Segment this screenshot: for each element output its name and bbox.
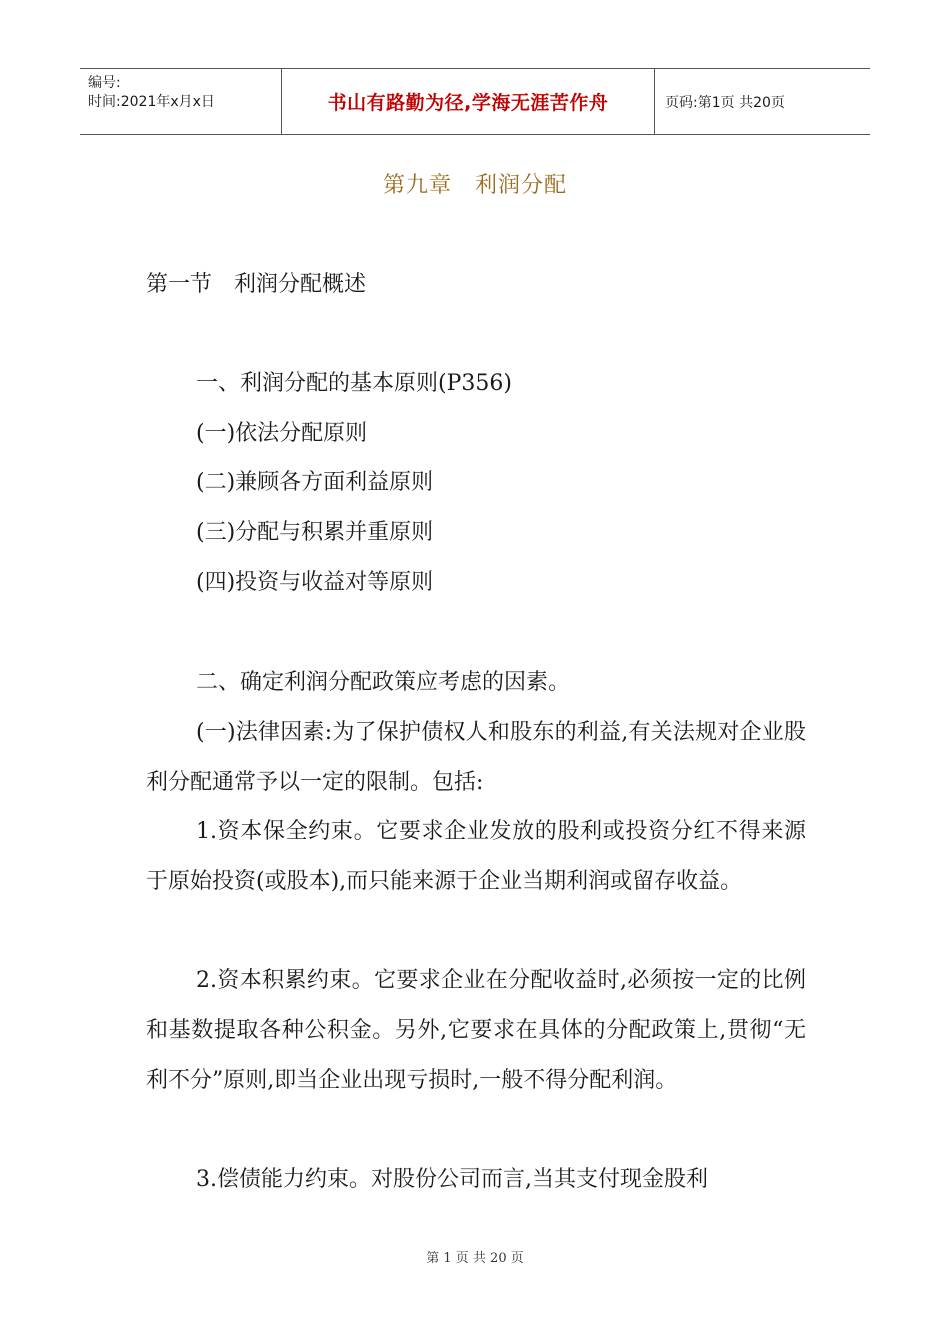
capital-preservation-paragraph: 1.资本保全约束。它要求企业发放的股利或投资分红不得来源于原始投资(或股本),而只能来源于企业当期利润或留存收益。	[146, 819, 806, 894]
part2-heading: 二、确定利润分配政策应考虑的因素。	[196, 670, 571, 695]
solvency-paragraph: 3.偿债能力约束。对股份公司而言,当其支付现金股利	[196, 1167, 708, 1192]
principle-item: (四)投资与收益对等原则	[196, 570, 434, 595]
header-page-code: 页码:第1页 共20页	[665, 94, 785, 111]
page-footer: 第 1 页 共 20 页	[426, 1251, 524, 1266]
principle-item: (三)分配与积累并重原则	[196, 520, 434, 545]
section-title: 第一节 利润分配概述	[146, 272, 367, 297]
document-number-label: 编号:	[88, 75, 121, 91]
principle-item: (二)兼顾各方面利益原则	[196, 470, 434, 495]
header-motto-cell	[282, 69, 655, 134]
part1-heading: 一、利润分配的基本原则(P356)	[196, 371, 512, 396]
header-motto: 书山有路勤为径,学海无涯苦作舟	[327, 92, 609, 114]
header-info-cell	[80, 69, 282, 134]
document-date-label: 时间:2021年x月x日	[88, 94, 215, 110]
principle-item: (一)依法分配原则	[196, 421, 368, 446]
header-page-cell	[655, 69, 870, 134]
capital-accumulation-paragraph: 2.资本积累约束。它要求企业在分配收益时,必须按一定的比例和基数提取各种公积金。另外,它要求在具体的分配政策上,贯彻“无利不分”原则,即当企业出现亏损时,一般不得分配利润。	[146, 968, 806, 1093]
legal-factor-paragraph: (一)法律因素:为了保护债权人和股东的利益,有关法规对企业股利分配通常予以一定的限制。包括:	[146, 720, 806, 795]
document-header	[80, 68, 870, 135]
chapter-title: 第九章 利润分配	[382, 173, 567, 198]
